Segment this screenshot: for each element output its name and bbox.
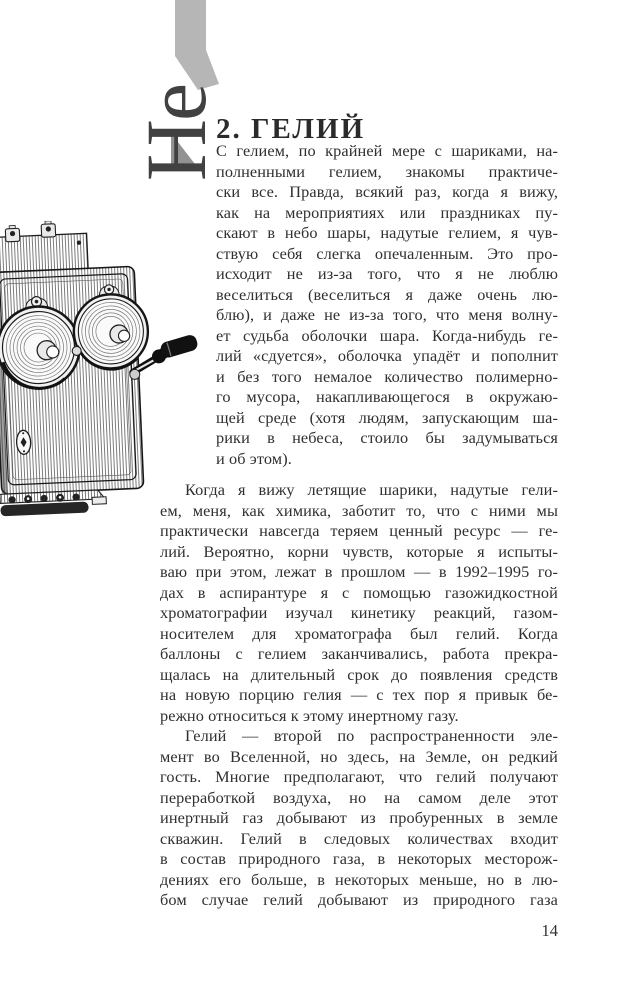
text-line: скважин. Гелий в следовых количествах входит: [160, 828, 558, 848]
text-line: лий «сдуется», оболочка упадёт и пополнит: [216, 346, 558, 365]
text-line: бом случае гелий добывают из природного газа: [160, 890, 558, 909]
text-line: инертный газ добывают из пробуренных в земле: [160, 808, 558, 827]
text-line: гость. Многие предполагают, что гелий получают: [160, 767, 558, 786]
text-line: дах в аспирантуре я с помощью газожидкостной: [160, 582, 558, 602]
text-line: рики в небеса, стоило бы задумываться: [216, 428, 558, 447]
bookmark-ribbon: [175, 0, 219, 90]
text-line: ски все. Правда, всякий раз, когда я вижу,: [216, 182, 558, 201]
text-line: блю), и даже не из-за того, что меня волну-: [216, 305, 558, 324]
text-line: щей среде (хотя людям, запускающим ша-: [216, 407, 558, 427]
text-line: го мусора, накапливающегося в окружаю-: [216, 387, 558, 406]
text-line: и об этом).: [216, 448, 292, 468]
text-line: дениях его больше, в некоторых меньше, но в лю-: [160, 869, 558, 889]
text-line: ваю при этом, лежат в прошлом — в 1992–1995 го-: [160, 562, 558, 581]
paragraph-1: [216, 141, 558, 469]
paragraph-3: [160, 726, 558, 911]
keyhole: [16, 430, 31, 455]
text-line: скают в небо шары, надутые гелием, я чув-: [216, 223, 558, 242]
mounting-base: [0, 490, 107, 517]
text-line: баллоны с гелием заканчивались, работа прекра-: [160, 644, 558, 663]
text-line: практически навсегда теряем ценный ресурс — ге-: [160, 521, 558, 540]
text-line: ет судьба оболочки шара. Когда-нибудь ге-: [216, 325, 558, 345]
text-line: носителем для хроматографа был гелий. Когда: [160, 623, 558, 643]
bracket-icon: [5, 225, 20, 242]
text-line: хроматографии изучал кинетику реакций, газом-: [160, 603, 558, 622]
text-line: С гелием, по крайней мере с шариками, на-: [216, 141, 558, 160]
text-line: режно относиться к этому инертному газу.: [160, 705, 459, 725]
text-line: на новую порцию гелия — с тех пор я привык бе-: [160, 685, 558, 704]
text-line: щалась на длительный срок до появления средств: [160, 664, 558, 684]
text-line: ем, меня, как химика, заботит то, что с ними мы: [160, 500, 558, 520]
page-number: 14: [541, 921, 558, 940]
text-line: Когда я вижу летящие шарики, надутые гели-: [185, 480, 558, 499]
text-line: переработкой воздуха, но на самом деле этот: [160, 787, 558, 807]
clapper: [72, 346, 81, 355]
text-line: как на мероприятиях или праздниках пу-: [216, 202, 558, 222]
text-line: веселиться (веселиться я даже очень лю-: [216, 284, 558, 304]
text-line: мент во Вселенной, но здесь, на Земле, он редкий: [160, 746, 558, 766]
text-line: и без того немалое количество полимерно-: [216, 366, 558, 386]
chapter-title: 2. ГЕЛИЙ: [216, 113, 366, 146]
element-symbol-text: Не: [127, 84, 224, 182]
text-line: в состав природного газа, в некоторых месторож-: [160, 849, 558, 868]
paragraph-2: [160, 480, 558, 726]
bracket-icon: [41, 221, 56, 237]
text-line: Гелий — второй по распространенности эле-: [185, 726, 558, 745]
text-line: исходит не из-за того, что я не люблю: [216, 264, 558, 283]
text-column: [160, 141, 558, 911]
terminal-box: [0, 221, 88, 272]
text-line: лий. Вероятно, корни чувств, которые я испыты-: [160, 541, 558, 561]
text-line: ствую себя слегка опечаленным. Это про-: [216, 243, 558, 263]
text-line: полненными гелием, знакомы практиче-: [216, 161, 558, 181]
